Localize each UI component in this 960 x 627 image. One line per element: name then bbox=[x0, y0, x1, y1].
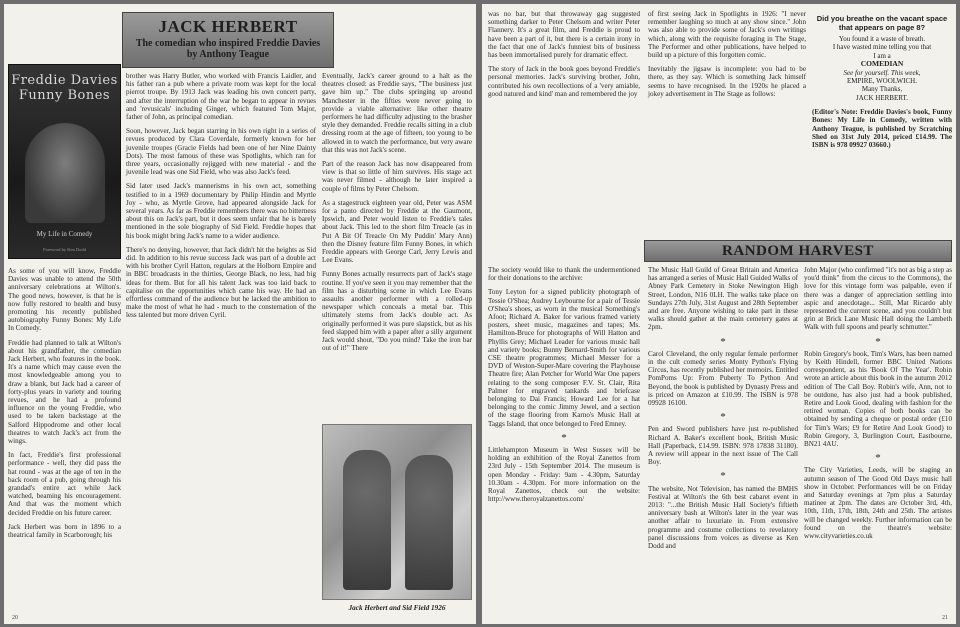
book-cover-image bbox=[8, 64, 121, 259]
article-column-2 bbox=[126, 72, 316, 326]
paragraph: Inevitably the jigsaw is incomplete: you had to be there, as they say. Which is something Jack himself seems to have recognised. In the 1920s he placed a jokey advertisement in The Stage as follows: bbox=[648, 65, 806, 98]
paragraph: was no bar, but that throwaway gag suggested something darker to Peter Chelsom and writer Peter Flannery. It's a great film, and Freddie is proud to have been a part of it, but there is a certain irony in the fact that one of Jack's funniest bits of business has been immortalised purely for dramatic effect. bbox=[488, 10, 640, 60]
paragraph: Sid later used Jack's mannerisms in his own act, something testified to in a 1969 documentary by Philip Hindin and Myrtle Joy - who, as Myrtle Grove, had appeared alongside Jack for several years. As far as Freddie remembers there was no bitterness about this on Jack's part, but it does seem unfair that he is barely mentioned in the sole biography of Sid Field. Freddie hopes that his book might bring Jack's name to a wider audience. bbox=[126, 182, 316, 240]
random-harvest-title: RANDOM HARVEST bbox=[722, 243, 874, 259]
harvest-column-3 bbox=[804, 266, 952, 546]
paragraph: Freddie had planned to talk at Wilton's about his grandfather, the comedian Jack Herbert, who features in the book. It's a name which may cause even the most knowledgeable among you to draw a blank, but Jack had a career of forty-plus years in variety and touring revues, and he had a profound influence on the young Freddie, who used to be taken backstage at the Salford Hippodrome and other local theatres to watch Jack's act from the wings. bbox=[8, 338, 121, 446]
paragraph: The Music Hall Guild of Great Britain and America has arranged a series of Music Hall Guided Walks of Abney Park Cemetery in Stoke Newington High Street, London, N16 0LH. The walks take place on Sundays 27th July, 31st August and 28th September and are free. Anyone wishing to take part in these walks should gather at the main cemetery gates at 2pm. bbox=[648, 266, 798, 332]
paragraph: The City Varieties, Leeds, will be staging an autumn season of The Good Old Days music hall show in October. Performances will be on Friday and Saturday evenings at 7pm plus a Saturday matinee at 2pm. The dates are October 3rd, 4th, 10th, 11th, 17th, 18th, 24th and 25th. The artistes will be changed weekly. Further information can be found on the theatre's website: www.cityvarieties.co.uk bbox=[804, 466, 952, 541]
page-number-right: 21 bbox=[942, 615, 948, 621]
paragraph: Littlehampton Museum in West Sussex will be holding an exhibition of the Royal Zanettos from 23rd July - 15th September 2014. The museum is open Monday - Friday: 9am - 4.30pm, Saturday 10.30am - 4.30pm. For more information on the Royal Zanettos, check out the website: http://www.theroyalzanettos.com/ bbox=[488, 446, 640, 504]
book-cover-title: Freddie Davies Funny Bones bbox=[11, 73, 118, 103]
paragraph: Funny Bones actually resurrects part of Jack's stage routine. If you've seen it you may remember that the film has a disturbing scene in which Lee Evans assaults another performer with a rolled-up newspaper which conceals a metal bar. This ultimately stems from Jack's double act. As originally performed it was pure slapstick, but as his feed slapped him with a paper after a silly argument Jack would shout, "Do you mind? Take the iron bar out of it!" There bbox=[322, 270, 472, 353]
section-separator: * bbox=[720, 470, 726, 483]
section-separator: * bbox=[720, 335, 726, 348]
advert-comedian: COMEDIAN bbox=[860, 59, 904, 69]
paragraph: John Major (who confirmed "it's not as big a step as you'd think" from the circus to the Commons), the love for this vintage form was palpable, even if there was a danger of appreciation settling into aspic and anecdotage... Still, Mat Ricardo ably represented the current scene, and you couldn't but grin at Brick Lane Music Hall doing the Lambeth Walk with full spoons and pearly schmutter." bbox=[804, 266, 952, 332]
paragraph: The website, Not Television, has named the BMHS Festival at Wilton's the 6th best cabaret event in 2013: "...the British Music Hall Society's fiftieth anniversary bash at Wilton's later in the year was another affair to luxuriate in. From extensive programme and costume collections to revelatory panel discussions from voices as diverse as Ken Dodd and bbox=[648, 484, 798, 551]
advert-question: Did you breathe on the vacant space that appears on page 8? bbox=[816, 14, 948, 32]
right-page bbox=[482, 4, 956, 624]
advert-line: EMPIRE, WOOLWICH. bbox=[847, 77, 917, 86]
section-separator: * bbox=[561, 431, 567, 444]
paragraph: Robin Gregory's book, Tim's Wars, has been named by Keith Hindell, former BBC United Nations correspondent, as his 'Book Of The Year'. Robin wrote an article about this book in the autumn 2012 edition of The Call Boy. Robin's wife, Ann, not to be outdone, has also just had a book published, Retire and Look Good, dealing with fashion for the retired woman. Copies of both books can be obtained by sending a cheque or postal order (£10 for Tim's Wars; £9 for Retire And Look Good) to Robin Gregory, 3, Burlington Court, Eastbourne, BN21 4AU. bbox=[804, 349, 952, 449]
section-separator: * bbox=[875, 452, 881, 465]
section-separator: * bbox=[720, 411, 726, 424]
article-banner bbox=[122, 12, 334, 68]
article-column-1 bbox=[8, 267, 121, 545]
book-cover-author: Foreword by Ken Dodd bbox=[43, 247, 86, 252]
advert-line: See for yourself. This week, bbox=[843, 68, 921, 77]
article-continued-column-2 bbox=[648, 10, 806, 104]
paragraph: Tony Leyton for a signed publicity photograph of Tessie O'Shea; Audrey Leybourne for a pair of Tessie O'Shea's shoes, as worn in the musical Something's Afoot; Richard A. Baker for various framed variety posters, sheet music, magazines and tapes; Ms. Hamilton-Bruce for photographs of Will Hatton and Phyllis Grey; Michael Leader for various music hall and variety books; Bunny Bernard-Smith for various CSE theatre programmes; Michael Messer for a DVD of Weston-Super-Mare covering the Playhouse Theatre fire; Alan Petcher for World War One papers relating to the song composer F.V. St. Clair, Rita Palmer for engraved tankards and briefcase belonging to Dai Francis; Howard Lee for a hat belonging to the comic Jimmy Jewel, and a section of the stage flooring from Karno's Music Hall at Taggs Island, that once belonged to Fred Emney. bbox=[488, 288, 640, 428]
figure-right bbox=[405, 455, 453, 590]
paragraph: Carol Cleveland, the only regular female performer in the cult comedy series Monty Python's Flying Circus, has recently published her memoirs. Entitled PomPoms Up: From Puberty To Python And Beyond, the book is published by Dynasty Press and is priced on Amazon at £10.99. The ISBN is 978 09928 16100. bbox=[648, 349, 798, 408]
advert-line: You found it a waste of breath. bbox=[838, 35, 926, 43]
article-subtitle: The comedian who inspired Freddie Davies bbox=[135, 38, 321, 49]
paragraph: As some of you will know, Freddie Davies was unable to attend the 50th anniversary celebrations at Wilton's. The good news, however, is that he is now fully restored to health and busy promoting his recently published autobiography Funny Bones: My Life In Comedy. bbox=[8, 267, 121, 333]
editors-note: (Editor's Note: Freddie Davies's book, Funny Bones: My Life in Comedy, written with Anthony Teague, is published by Scratching Shed on 31st July 2014, priced £14.99. The ISBN is 978 09927 03660.) bbox=[812, 108, 952, 150]
article-continued-column-1 bbox=[488, 10, 640, 104]
left-page bbox=[4, 4, 476, 624]
paragraph: Jack Herbert was born in 1896 to a theatrical family in Scarborough; his bbox=[8, 522, 121, 540]
article-byline: by Anthony Teague bbox=[186, 49, 270, 60]
paragraph: The society would like to thank the undermentioned for their donations to the archive: bbox=[488, 266, 640, 283]
harvest-column-1 bbox=[488, 266, 640, 509]
random-harvest-banner bbox=[644, 240, 952, 262]
paragraph: There's no denying, however, that Jack didn't hit the heights as Sid did. In addition to his revue success Jack was part of a double act with his brother Cyril Hatton, regulars at the Holborn Empire and in BBC broadcasts in the thirties, George Black, no less, had big ideas for them. But for all his talent Jack was too laid back to capitalise on the opportunities which came his way. He had an effortless command of the audience but he lacked the ambition to make the most of what he had - much to the consternation of the less talented but more driven Cyril. bbox=[126, 245, 316, 320]
advert-signature: JACK HERBERT. bbox=[856, 93, 908, 102]
paragraph: Soon, however, Jack began starring in his own right in a series of revues produced by Clara Coverdale, formerly known for her juvenile troupes (Gracie Fields had been one of her Nine Dainty Dots). The most famous of these was Spotlights, which ran for three years, occasionally rejigged with new material - and the juvenile lead was one Sid Field, who was also Jack's feed. bbox=[126, 127, 316, 177]
paragraph: brother was Harry Butler, who worked with Francis Laidler, and his father ran a pub where a private room was kept for the local pierrot troupe. By 1913 Jack was leading his own concert party, and after the interruption of the war he began to appear in revues and 'revusicals' including Ginger, which featured Tom Major, father of John, as principal comedian. bbox=[126, 72, 316, 122]
paragraph: The story of Jack in the book goes beyond Freddie's personal memories. Jack's surviving brother, John, contributed his own recollections of a 'very amiable, good natured and kind' man and remembered the joy bbox=[488, 65, 640, 98]
advert-line: Many Thanks, bbox=[861, 85, 903, 94]
photo-caption: Jack Herbert and Sid Field 1926 bbox=[348, 604, 446, 612]
paragraph: In fact, Freddie's first professional performance - well, they did pass the hat round - was at the age of ten in the back room of a pub, going through his grandad's entire act while Jack watched, beaming his encouragement. And that was the moment which decided Freddie on his future career. bbox=[8, 451, 121, 517]
page-number-left: 20 bbox=[12, 615, 18, 621]
figure-left bbox=[343, 450, 391, 590]
harvest-column-2 bbox=[648, 266, 798, 556]
section-separator: * bbox=[875, 335, 881, 348]
book-cover-portrait bbox=[25, 123, 105, 223]
book-cover-subtitle: My Life in Comedy bbox=[36, 230, 93, 238]
advert-line: I am a bbox=[873, 51, 891, 60]
paragraph: Part of the reason Jack has now disappeared from view is that so little of him survives. His stage act was never filmed - although he later inspired a couple of films by Peter Chelsom. bbox=[322, 160, 472, 193]
paragraph: of first seeing Jack in Spotlights in 1926: "I never remember laughing so much at any show since." John was also able to provide some of Jack's own writings which, along with the requisite foraging in The Stage, The Performer and other publications, have helped to build up a picture of this forgotten comic. bbox=[648, 10, 806, 60]
paragraph: Eventually, Jack's career ground to a halt as the theatres closed: as Freddie says, "The business just gave him up." The clubs springing up around Manchester in the fifties were never going to provide a viable alternative: like other theatre performers he had difficulty adjusting to the brasher style they demanded. Freddie recalls sitting in a club dressing room at the age of fifteen, too young to be allowed in to watch the performance, but very aware that this was not Jack's scene. bbox=[322, 72, 472, 154]
stage-advertisement bbox=[812, 14, 952, 149]
advert-line: I have wasted mine telling you that bbox=[832, 43, 932, 52]
article-column-3 bbox=[322, 72, 472, 359]
paragraph: Pen and Sword publishers have just re-published Richard A. Baker's excellent book, British Music Hall (Paperback, £14.99. ISBN: 978 17838 31180). A review will appear in the next issue of The Call Boy. bbox=[648, 425, 798, 467]
article-title: JACK HERBERT bbox=[158, 17, 298, 36]
jack-herbert-sid-field-photo bbox=[322, 424, 472, 600]
paragraph: As a stagestruck eighteen year old, Peter was ASM for a panto directed by Freddie at the Gaumont, Ipswich, and Peter would listen to Freddie's tales about Jack. This led to the short film Treacle (as in Put A Bit Of Treacle On My Puddin' Mary Ann) then the Disney feature film Funny Bones, in which Freddie appears with George Carl, Jerry Lewis and Lee Evans. bbox=[322, 198, 472, 265]
